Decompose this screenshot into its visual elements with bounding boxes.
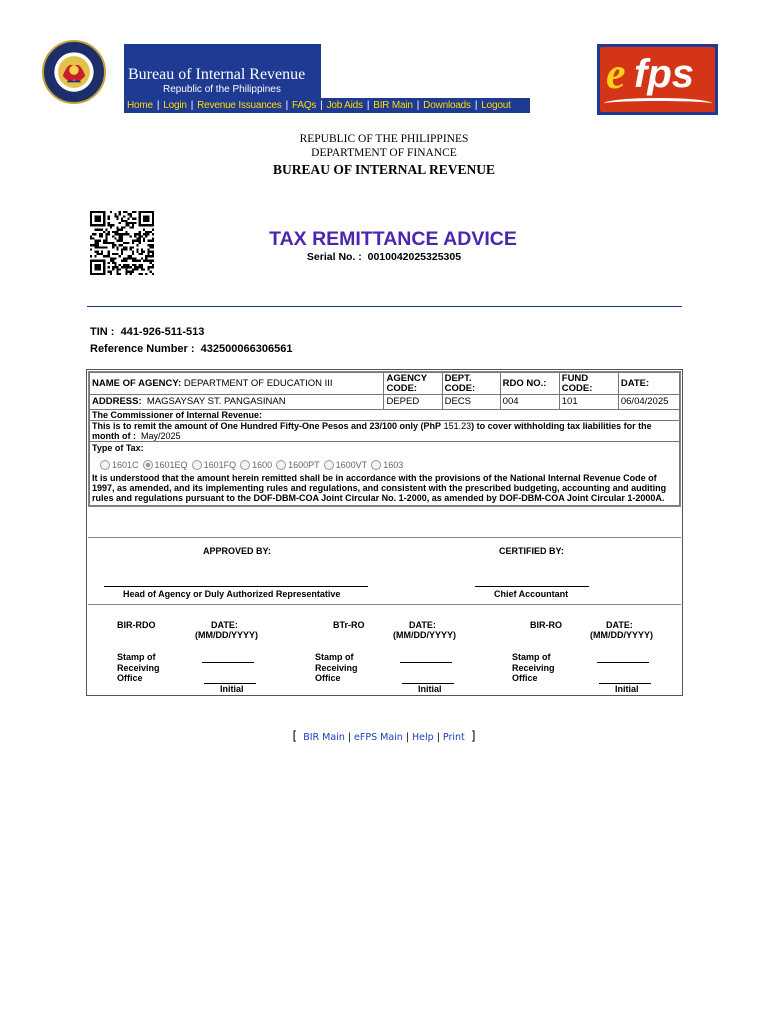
footer-close-bracket: ] xyxy=(470,729,476,743)
reference-label: Reference Number : xyxy=(90,343,195,355)
footer-link-print[interactable]: Print xyxy=(442,732,465,743)
tax-type-radio-group xyxy=(90,454,679,472)
header-bureau: BUREAU OF INTERNAL REVENUE xyxy=(273,162,495,177)
radio-button[interactable] xyxy=(100,460,110,470)
remit-month: May/2025 xyxy=(141,431,181,441)
office-btr-ro-date-line xyxy=(400,662,452,663)
nav-separator: | xyxy=(190,100,194,111)
footer-separator: | xyxy=(347,732,352,743)
footer-separator: | xyxy=(405,732,410,743)
office-bir-ro-date-line xyxy=(597,662,649,663)
nav-separator: | xyxy=(320,100,323,111)
nav-separator: | xyxy=(416,100,420,111)
footer-open-bracket: [ xyxy=(292,729,298,743)
office-btr-ro-date-format: (MM/DD/YYYY) xyxy=(393,630,456,640)
bir-banner-subtitle: Republic of the Philippines xyxy=(163,84,281,95)
bir-seal-logo xyxy=(42,40,106,104)
address-cell xyxy=(90,395,384,410)
bir-banner-title: Bureau of Internal Revenue xyxy=(128,66,306,83)
legal-statement: It is understood that the amount herein remitted shall be in accordance with the provisions of the National Internal Revenue Code of 1997, as amended, and its implementing rules and regulations, and consistent with the prescribed budgeting, accounting and auditing rules and regulations pursuant to the DOF-DBM-COA Joint Circular No. 1-2000, as amended by DOF-DBM-COA Joint Circular 1-2000A. xyxy=(92,473,667,503)
office-bir-ro-date-label: DATE: xyxy=(606,620,633,630)
office-bir-ro: BIR-RO xyxy=(530,620,562,630)
tin xyxy=(90,326,204,338)
serial-value: 0010042025325305 xyxy=(367,251,462,263)
office-btr-ro: BTr-RO xyxy=(333,620,365,630)
office-bir-rdo-stamp: Stamp of Receiving Office xyxy=(117,652,160,683)
rdo-no-value: 004 xyxy=(500,395,559,410)
address-label: ADDRESS: xyxy=(92,396,142,407)
tax-type-1600[interactable] xyxy=(240,460,272,470)
radio-button[interactable] xyxy=(240,460,250,470)
tax-type-1601c[interactable] xyxy=(100,460,139,470)
reference-value: 432500066306561 xyxy=(200,343,293,355)
header-department: DEPARTMENT OF FINANCE xyxy=(311,147,457,159)
date-label: DATE: xyxy=(618,373,679,395)
office-bir-rdo-date-format: (MM/DD/YYYY) xyxy=(195,630,258,640)
tax-type-1603[interactable] xyxy=(371,460,403,470)
serial-label: Serial No. : xyxy=(306,251,362,263)
office-bir-rdo-initial: Initial xyxy=(220,684,244,694)
office-bir-ro-stamp: Stamp of Receiving Office xyxy=(512,652,555,683)
approved-signature-line xyxy=(104,586,368,587)
commissioner-line: The Commissioner of Internal Revenue: xyxy=(90,410,680,421)
nav-login[interactable]: Login xyxy=(163,100,187,111)
reference-number xyxy=(90,343,292,355)
tax-type-label: 1603 xyxy=(383,460,404,470)
nav-faqs[interactable]: FAQs xyxy=(292,100,317,111)
nav-separator: | xyxy=(156,100,160,111)
tax-type-1601fq[interactable] xyxy=(192,460,237,470)
header-republic: REPUBLIC OF THE PHILIPPINES xyxy=(299,133,469,145)
remittance-form xyxy=(86,369,683,696)
footer-link-efps-main[interactable]: eFPS Main xyxy=(354,732,403,743)
tax-type-label: 1600 xyxy=(252,460,273,470)
footer-link-help[interactable]: Help xyxy=(412,732,434,743)
certified-by-label: CERTIFIED BY: xyxy=(499,546,564,556)
top-nav-bar xyxy=(124,98,530,113)
nav-home[interactable]: Home xyxy=(127,100,153,111)
agency-name-value: DEPARTMENT OF EDUCATION III xyxy=(183,377,333,389)
office-bir-rdo-date-line xyxy=(202,662,254,663)
agency-code-value: DEPED xyxy=(384,395,442,410)
tax-type-label: 1600PT xyxy=(288,460,320,470)
remit-text-1: This is to remit the amount of One Hundred Fifty-One Pesos and 23/100 only (PhP xyxy=(92,421,442,431)
office-bir-rdo-date-label: DATE: xyxy=(211,620,238,630)
nav-revenue-issuances[interactable]: Revenue Issuances xyxy=(197,100,282,111)
tax-type-label: 1601FQ xyxy=(203,460,237,470)
tax-type-label: 1600VT xyxy=(335,460,368,470)
form-inner xyxy=(88,371,681,507)
efps-logo-swoosh xyxy=(604,98,712,109)
footer-link-bir-main[interactable]: BIR Main xyxy=(303,732,345,743)
office-btr-ro-initial: Initial xyxy=(418,684,442,694)
office-bir-ro-initial: Initial xyxy=(615,684,639,694)
divider xyxy=(87,306,682,307)
date-value: 06/04/2025 xyxy=(618,395,679,410)
tax-type-1601eq[interactable] xyxy=(143,460,188,470)
chief-accountant-label: Chief Accountant xyxy=(494,589,569,599)
radio-button[interactable] xyxy=(276,460,286,470)
rdo-no-label: RDO NO.: xyxy=(500,373,559,395)
tax-type-label: 1601EQ xyxy=(154,460,188,470)
head-of-agency-label: Head of Agency or Duly Authorized Representative xyxy=(123,589,341,599)
tax-type-1600pt[interactable] xyxy=(276,460,320,470)
nav-job-aids[interactable]: Job Aids xyxy=(326,100,363,111)
type-of-tax-label: Type of Tax: xyxy=(92,443,144,453)
efps-logo-e: e xyxy=(606,49,626,98)
nav-separator: | xyxy=(366,100,370,111)
agency-name-cell xyxy=(90,373,384,395)
dept-code-label: DEPT. CODE: xyxy=(442,373,500,395)
tax-type-label: 1601C xyxy=(112,460,139,470)
agency-code-label: AGENCY CODE: xyxy=(384,373,442,395)
section-divider xyxy=(88,537,681,538)
remit-amount: 151.23 xyxy=(443,421,472,431)
office-btr-ro-stamp: Stamp of Receiving Office xyxy=(315,652,358,683)
radio-button-selected[interactable] xyxy=(143,460,153,470)
office-bir-ro-date-format: (MM/DD/YYYY) xyxy=(590,630,653,640)
office-btr-ro-date-label: DATE: xyxy=(409,620,436,630)
office-bir-rdo: BIR-RDO xyxy=(117,620,156,630)
nav-bir-main[interactable]: BIR Main xyxy=(373,100,413,111)
page-title: TAX REMITTANCE ADVICE xyxy=(269,228,517,250)
type-of-tax-cell xyxy=(90,442,680,506)
tin-label: TIN : xyxy=(90,326,115,338)
agency-name-label: NAME OF AGENCY: xyxy=(92,377,182,389)
fund-code-label: FUND CODE: xyxy=(559,373,618,395)
approved-by-label: APPROVED BY: xyxy=(203,546,271,556)
efps-logo-fps: fps xyxy=(634,52,694,96)
section-divider xyxy=(88,604,681,605)
remit-text-2: ) to cover withholding tax liabilities for the month of : xyxy=(92,421,652,441)
footer-separator: | xyxy=(436,732,440,743)
tax-type-1600vt[interactable] xyxy=(324,460,368,470)
radio-button[interactable] xyxy=(192,460,202,470)
nav-separator: | xyxy=(474,100,478,111)
certified-signature-line xyxy=(475,586,589,587)
radio-button[interactable] xyxy=(371,460,381,470)
nav-logout[interactable]: Logout xyxy=(481,100,511,111)
radio-button[interactable] xyxy=(324,460,334,470)
nav-separator: | xyxy=(285,100,288,111)
fund-code-value: 101 xyxy=(559,395,618,410)
nav-downloads[interactable]: Downloads xyxy=(423,100,471,111)
footer-links xyxy=(0,729,768,743)
address-value: MAGSAYSAY ST. PANGASINAN xyxy=(146,396,286,407)
agency-table xyxy=(89,372,680,506)
dept-code-value: DECS xyxy=(442,395,500,410)
remit-statement xyxy=(90,421,680,442)
serial-number xyxy=(0,251,768,263)
tin-value: 441-926-511-513 xyxy=(120,326,205,338)
